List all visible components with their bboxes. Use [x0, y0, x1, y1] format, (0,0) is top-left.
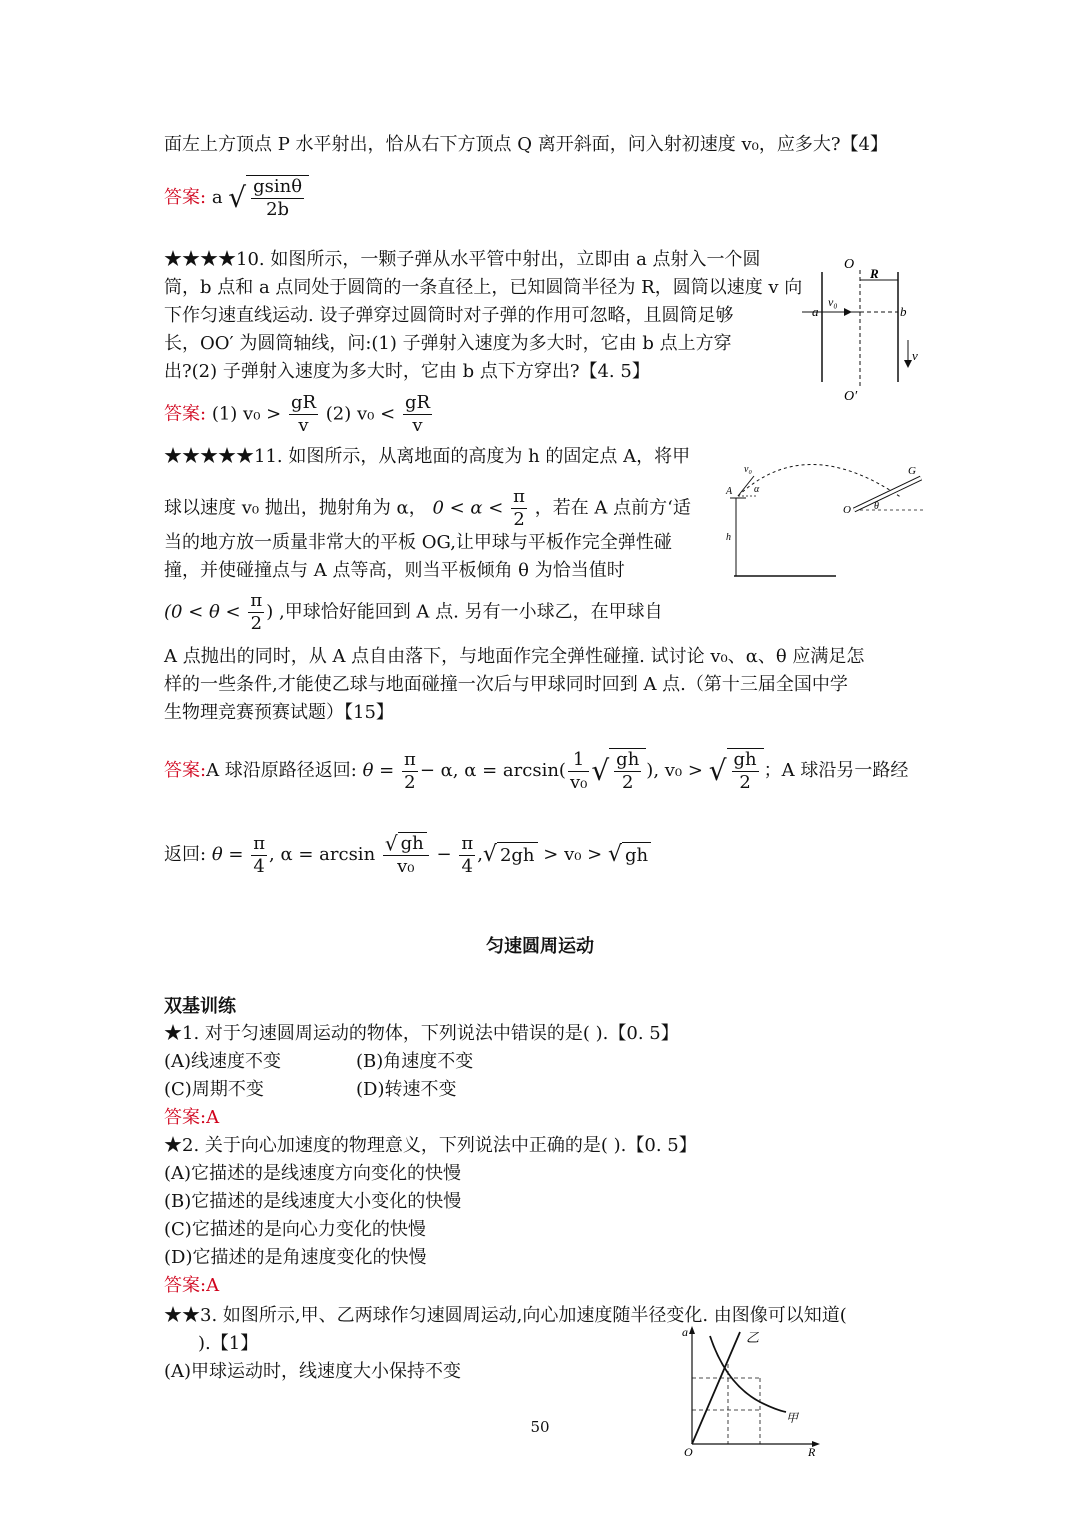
q11-ans-b-frac2	[383, 832, 429, 878]
fig-label-R: R	[808, 1445, 816, 1459]
q11-ans-b-text: 返回:	[164, 844, 207, 865]
q2-stem: ★2. 关于向心加速度的物理意义，下列说法中正确的是( ).【0. 5】	[164, 1135, 697, 1156]
subsection-title: 双基训练	[164, 996, 236, 1017]
fig-label-jia: 甲	[786, 1411, 799, 1425]
q11-line6: A 点抛出的同时，从 A 点自由落下，与地面作完全弹性碰撞. 试讨论 v₀、α、θ 应满足怎	[164, 646, 865, 667]
q9-tail: 面左上方顶点 P 水平射出，恰从右下方顶点 Q 离开斜面，问入射初速度 v₀，应多大?【4】	[164, 134, 888, 155]
q11-ans-a-sqrt1	[609, 748, 646, 794]
q10-ans2-den: v	[412, 415, 423, 436]
q11-ans-a-sqrt2	[727, 748, 764, 794]
fig-label-v0: v₀	[828, 295, 838, 309]
q9-answer	[164, 175, 309, 235]
q2-option-c: (C)它描述的是向心力变化的快慢	[164, 1219, 426, 1240]
q11-line2	[164, 486, 691, 531]
q10-ans1-num: gR	[290, 392, 317, 413]
q11-ans-a-frac4	[732, 749, 759, 794]
fig-label-a: a	[812, 304, 819, 319]
fig-label-v: v	[912, 348, 918, 363]
q11-ans-b-gh2: gh	[622, 842, 651, 869]
fig-label-G: G	[908, 465, 916, 477]
q11-ans-a-mid: − α, α = arcsin(	[419, 760, 566, 781]
q11-ans-a-v0: v₀	[569, 771, 588, 793]
q11-ans-b-pi2: π	[461, 832, 474, 854]
section-title: 匀速圆周运动	[486, 936, 594, 957]
q11-ans-a-frac1	[402, 749, 418, 794]
q11-ans-b-minus: −	[436, 844, 452, 865]
q11-ans-b-gt: > v₀ >	[543, 844, 603, 865]
q11-line2-frac	[511, 486, 527, 531]
q3-option-a: (A)甲球运动时，线速度大小保持不变	[164, 1361, 462, 1382]
fig-label-O2: O′	[844, 389, 858, 404]
answer-label: 答案:	[164, 187, 207, 208]
q1-option-a: (A)线速度不变	[164, 1051, 282, 1072]
q11-ans-b-gh: gh	[398, 832, 427, 855]
q10-ans1-frac	[289, 392, 318, 437]
q11-line5-close: )	[266, 601, 274, 623]
q1-stem: ★1. 对于匀速圆周运动的物体，下列说法中错误的是( ).【0. 5】	[164, 1023, 679, 1044]
sqrt-sign: √	[384, 831, 398, 856]
q10-line3: 下作匀速直线运动. 设子弹穿过圆筒时对子弹的作用可忽略，且圆筒足够	[164, 305, 734, 326]
q11-ans-a-gh-b: gh	[733, 749, 757, 770]
q9-answer-a: a	[211, 187, 223, 208]
q11-ans-b-pi: π	[253, 832, 266, 854]
q1-option-d: (D)转速不变	[356, 1079, 457, 1100]
q11-line8: 生物理竞赛预赛试题）【15】	[164, 702, 394, 723]
q2-option-d: (D)它描述的是角速度变化的快慢	[164, 1247, 427, 1268]
q11-ans-b-frac1	[251, 833, 267, 878]
q10-answer	[164, 392, 434, 437]
q9-fraction	[251, 176, 304, 221]
q10-ans2-num: gR	[404, 392, 431, 413]
q11-line2-b: ，若在 A 点前方‘适	[534, 497, 691, 519]
sqrt-sign: √	[482, 842, 497, 867]
q11-ans-a-text: A 球沿原路径返回:	[206, 760, 357, 781]
answer-label: 答案:	[164, 403, 207, 425]
q10-line2: 筒，b 点和 a 点同处于圆筒的一条直径上，已知圆筒半径为 R，圆筒以速度 v 向	[164, 277, 803, 298]
q11-ans-a-gh2: 2	[622, 772, 634, 793]
q9-den: 2b	[266, 199, 290, 220]
q11-ans-b-eq: θ =	[211, 844, 244, 865]
q3-stem2: ).【1】	[198, 1333, 259, 1354]
q11-ans-a-pi: π	[403, 748, 416, 770]
q11-answer-a	[164, 748, 908, 794]
q11-ans-b-v0: v₀	[397, 856, 415, 877]
fig-label-b: b	[900, 304, 907, 319]
q11-ans-b-frac3	[459, 833, 475, 878]
q11-ans-a-2b: 2	[739, 772, 751, 793]
q11-projectile-figure	[716, 452, 946, 582]
fig-label-h: h	[726, 532, 731, 543]
q11-line3: 当的地方放一质量非常大的平板 OG,让甲球与平板作完全弹性碰	[164, 532, 672, 553]
q10-ans1-den: v	[298, 415, 309, 436]
q11-ans-a-eq: θ =	[362, 760, 395, 781]
fig-label-a: a	[682, 1325, 688, 1339]
q11-line2-den: 2	[513, 509, 525, 530]
q11-ans-b-4b: 4	[461, 855, 473, 877]
q11-line2-a: 球以速度 v₀ 抛出，抛射角为 α，	[164, 497, 427, 519]
q11-ans-a-frac2	[568, 749, 589, 794]
fig-label-alpha: α	[754, 484, 760, 495]
q11-ans-a-frac3	[614, 749, 641, 794]
fig-label-O: O	[843, 504, 851, 516]
q1-option-c: (C)周期不变	[164, 1079, 264, 1100]
q11-ans-a-after: ；A 球沿另一路经	[763, 760, 909, 781]
q11-line5-text: ,甲球恰好能回到 A 点. 另有一小球乙，在甲球自	[278, 601, 663, 623]
fig-label-O: O	[684, 1445, 693, 1459]
q1-answer: 答案:A	[164, 1107, 220, 1128]
q11-line5-math: (0 < θ <	[164, 601, 241, 623]
q3-graph-figure	[676, 1324, 826, 1459]
q10-ans1-pre: (1) v₀ >	[211, 403, 282, 425]
q10-ans2-pre: (2) v₀ <	[325, 403, 396, 425]
q2-option-b: (B)它描述的是线速度大小变化的快慢	[164, 1191, 462, 1212]
q10-line5: 出?(2) 子弹射入速度为多大时，它由 b 点下方穿出?【4. 5】	[164, 361, 650, 382]
fig-label-R: R	[870, 266, 879, 281]
q9-sqrt	[246, 175, 309, 221]
q11-line2-num: π	[513, 486, 525, 507]
sqrt-sign: √	[608, 842, 623, 867]
q3-stem: ★★3. 如图所示,甲、乙两球作匀速圆周运动,向心加速度随半径变化. 由图像可以知道(	[164, 1305, 847, 1326]
q11-ans-b-comma: ,	[477, 844, 483, 865]
answer-label: 答案:	[164, 760, 207, 781]
q11-line5-frac	[248, 590, 264, 635]
q11-ans-b-2gh: 2gh	[497, 842, 538, 869]
q10-ans2-frac	[403, 392, 432, 437]
fig-label-theta: θ	[874, 501, 879, 512]
q11-line1: ★★★★★11. 如图所示，从离地面的高度为 h 的固定点 A，将甲	[164, 446, 691, 467]
q1-option-b: (B)角速度不变	[356, 1051, 474, 1072]
q11-ans-a-2: 2	[404, 771, 416, 793]
sqrt-sign: √	[591, 754, 610, 787]
q11-line2-math: 0 < α <	[432, 497, 504, 519]
q10-line1: ★★★★10. 如图所示，一颗子弹从水平管中射出，立即由 a 点射入一个圆	[164, 249, 761, 270]
q2-answer: 答案:A	[164, 1275, 220, 1296]
q11-ans-b-4: 4	[253, 855, 265, 877]
q11-ans-a-tail: ), v₀ >	[646, 760, 703, 781]
q10-cylinder-figure	[800, 252, 930, 407]
fig-label-yi: 乙	[746, 1330, 760, 1345]
q11-line7: 样的一些条件,才能使乙球与地面碰撞一次后与甲球同时回到 A 点.（第十三届全国中学	[164, 674, 848, 695]
q11-ans-b-mid: , α = arcsin	[269, 844, 376, 865]
q11-ans-a-gh: gh	[616, 749, 640, 770]
fig-label-O: O	[844, 257, 855, 272]
page-number: 50	[530, 1418, 550, 1436]
fig-label-A: A	[726, 486, 733, 497]
q11-ans-a-one: 1	[568, 749, 589, 772]
q11-line5-den: 2	[250, 613, 263, 634]
q11-answer-b	[164, 832, 651, 878]
q11-line4: 撞，并使碰撞点与 A 点等高，则当平板倾角 θ 为恰当值时	[164, 560, 625, 581]
fig-label-v0: v₀	[744, 464, 752, 475]
q11-line5-num: π	[250, 590, 263, 611]
q2-option-a: (A)它描述的是线速度方向变化的快慢	[164, 1163, 462, 1184]
sqrt-sign: √	[708, 754, 727, 787]
sqrt-sign: √	[228, 181, 247, 214]
q10-line4: 长，OO′ 为圆筒轴线，问:(1) 子弹射入速度为多大时，它由 b 点上方穿	[164, 333, 732, 354]
q9-num: gsinθ	[253, 176, 303, 197]
q11-line5	[164, 590, 663, 635]
